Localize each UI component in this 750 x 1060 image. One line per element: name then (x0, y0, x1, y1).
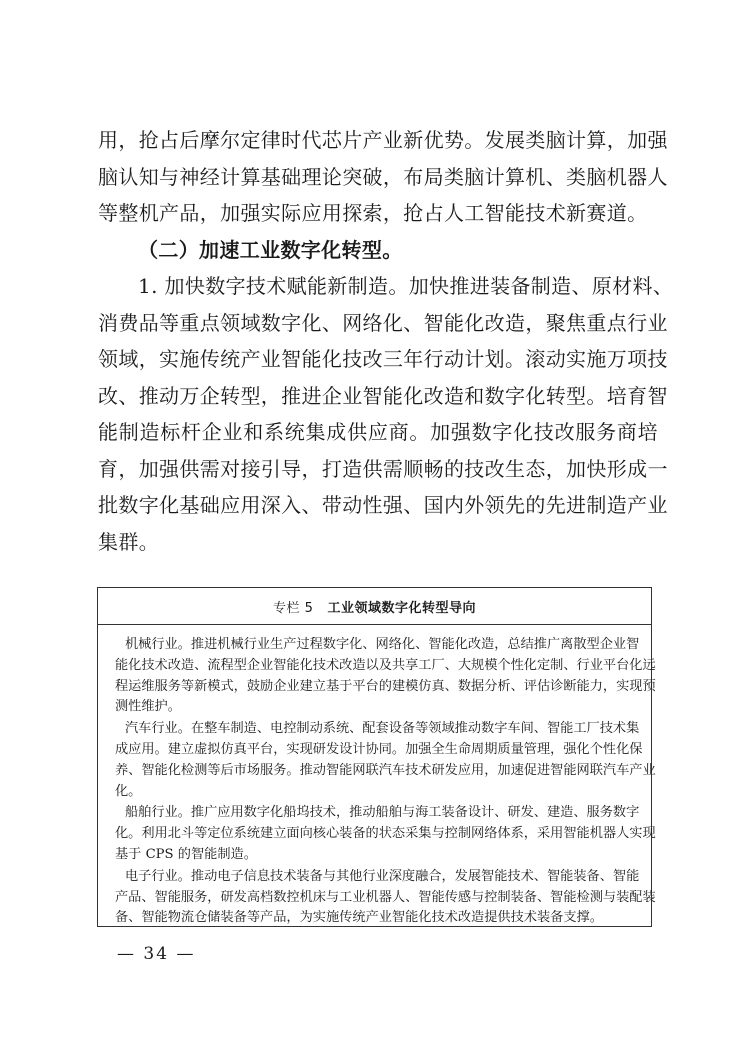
box-line: 备、智能物流仓储装备等产品，为实施传统产业智能化技术改造提供技术装备支撑。 (115, 910, 603, 926)
text-line: 育，加强供需对接引导，打造供需顺畅的技改生态，加快形成一 (98, 456, 668, 481)
box-line: 测性维护。 (115, 699, 181, 715)
text-line: 能制造标杆企业和系统集成供应商。加强数字化技改服务商培 (98, 420, 658, 444)
box-number: 专栏 5 (273, 600, 314, 616)
box-item-shipbuilding (115, 803, 656, 865)
box-title (98, 588, 651, 625)
text-line: 用，抢占后摩尔定律时代芯片产业新优势。发展类脑计算，加强 (98, 128, 668, 152)
box-title-text: 工业领域数字化转型导向 (327, 600, 476, 616)
box-line: 基于 CPS 的智能制造。 (115, 846, 257, 862)
feature-box (97, 587, 656, 927)
box-line: 产品、智能服务，研发高档数控机床与工业机器人、智能传感与控制装备、智能检测与装配装 (115, 889, 656, 905)
page-number: — 34 — (117, 944, 196, 964)
text-line: 消费品等重点领域数字化、网络化、智能化改造，聚焦重点行业 (98, 310, 668, 335)
box-item-automotive (115, 719, 656, 802)
box-item-machinery (115, 635, 656, 718)
box-line: 成应用。建立虚拟仿真平台，实现研发设计协同。加强全生命周期质量管理，强化个性化保 (115, 741, 643, 757)
text-line: 集群。 (98, 529, 160, 554)
box-line: 机械行业。推进机械行业生产过程数字化、网络化、智能化改造，总结推广离散型企业智 (125, 637, 640, 652)
text-line: 领域，实施传统产业智能化技改三年行动计划。滚动实施万项技 (98, 347, 668, 371)
text-line: 等整机产品，加强实际应用探索，抢占人工智能技术新赛道。 (98, 201, 648, 225)
box-line: 汽车行业。在整车制造、电控制动系统、配套设备等领域推动数字车间、智能工厂技术集 (125, 721, 640, 737)
box-line: 程运维服务等新模式，鼓励企业建立基于平台的建模仿真、数据分析、评估诊断能力，实现预 (115, 678, 656, 694)
box-line: 能化技术改造、流程型企业智能化技术改造以及共享工厂、大规模个性化定制、行业平台化远 (115, 657, 656, 673)
box-line: 船舶行业。推广应用数字化船坞技术，推动船舶与海工装备设计、研发、建造、服务数字 (125, 805, 640, 821)
text-line: 脑认知与神经计算基础理论突破，布局类脑计算机、类脑机器人 (98, 164, 668, 189)
section-subheading: （二）加速工业数字化转型。 (138, 237, 403, 262)
box-line: 化。利用北斗等定位系统建立面向核心装备的状态采集与控制网络体系，采用智能机器人实现 (115, 826, 656, 842)
paragraph-continuation (98, 122, 668, 232)
paragraph-digital-manufacturing (98, 268, 674, 560)
box-item-electronics (115, 867, 656, 929)
text-line: 批数字化基础应用深入、带动性强、国内外领先的先进制造产业 (98, 493, 668, 517)
body-text (98, 122, 674, 560)
text-line: 改、推动万企转型，推进企业智能化改造和数字化转型。培育智 (98, 383, 668, 408)
text-line: 1. 加快数字技术赋能新制造。加快推进装备制造、原材料、 (138, 274, 674, 298)
box-line: 电子行业。推动电子信息技术装备与其他行业深度融合，发展智能技术、智能装备、智能 (125, 868, 640, 884)
box-body (98, 625, 656, 929)
box-line: 化。 (115, 783, 142, 799)
box-line: 养、智能化检测等后市场服务。推动智能网联汽车技术研发应用，加速促进智能网联汽车产业 (115, 762, 656, 778)
